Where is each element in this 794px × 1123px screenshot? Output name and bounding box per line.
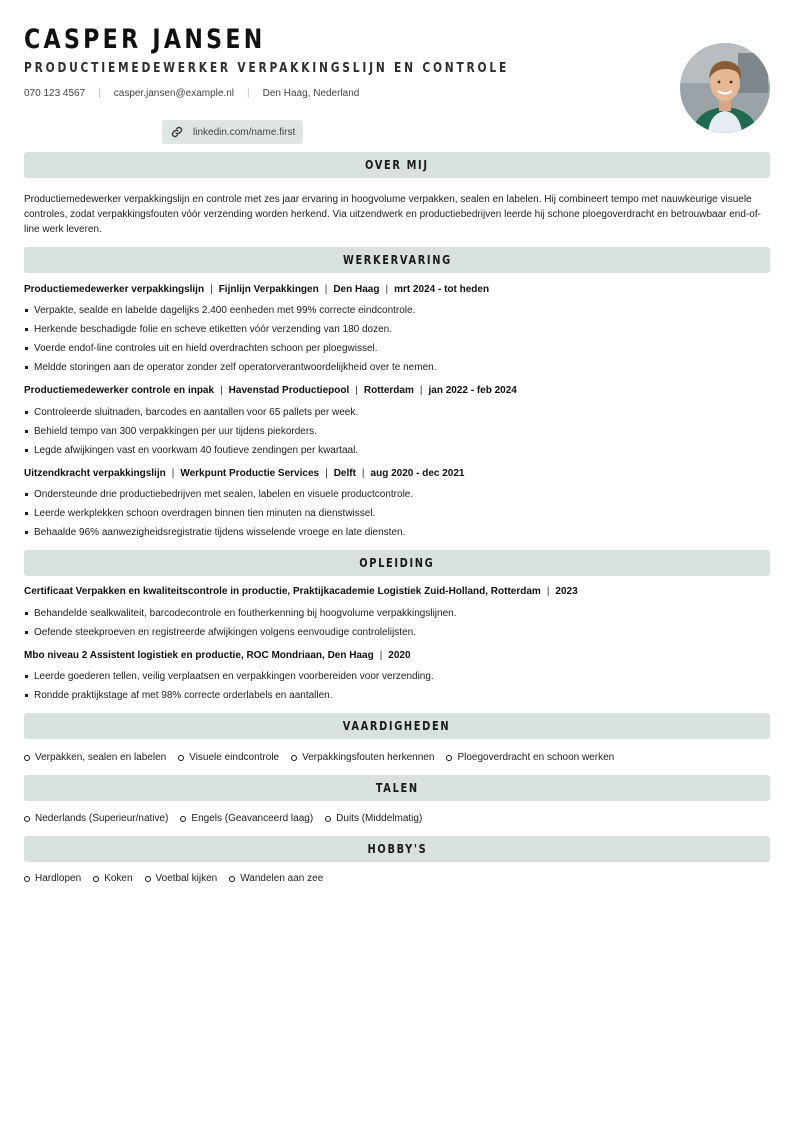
list-item: Behaalde 96% aanwezigheidsregistratie tijdens wisselende vroege en late diensten.: [24, 527, 405, 538]
candidate-name: CASPER JANSEN: [24, 24, 266, 55]
section-header-experience: WERKERVARING: [24, 247, 770, 273]
job-heading: Uitzendkracht verpakkingslijn | Werkpunt Productie Services | Delft | aug 2020 - dec 2021: [24, 468, 465, 479]
list-item: Controleerde sluitnaden, barcodes en aantallen voor 65 pallets per week.: [24, 407, 358, 418]
list-item: Verpakte, sealde en labelde dagelijks 2.400 eenheden met 99% correcte eindcontrole.: [24, 305, 415, 316]
job-heading: Productiemedewerker controle en inpak | Havenstad Productiepool | Rotterdam | jan 2022 - feb 2024: [24, 385, 517, 396]
contact-divider: |: [98, 88, 101, 99]
job-title: PRODUCTIEMEDEWERKER VERPAKKINGSLIJN EN CONTROLE: [24, 61, 510, 76]
link-icon: [171, 126, 183, 138]
skill-item: Verpakken, sealen en labelen: [24, 752, 166, 763]
location-text: Den Haag, Nederland: [262, 88, 360, 99]
list-item: Leerde werkplekken schoon overdragen binnen tien minuten na dienstwissel.: [24, 508, 375, 519]
hobby-item: Hardlopen: [24, 873, 81, 884]
skill-item: Verpakkingsfouten herkennen: [291, 752, 434, 763]
skill-item: Visuele eindcontrole: [178, 752, 279, 763]
linkedin-link[interactable]: [162, 120, 303, 144]
hobby-item: Koken: [93, 873, 132, 884]
language-item: Duits (Middelmatig): [325, 813, 422, 824]
skill-item: Ploegoverdracht en schoon werken: [446, 752, 614, 763]
hobby-item: Wandelen aan zee: [229, 873, 323, 884]
section-header-languages: TALEN: [24, 775, 770, 801]
language-item: Engels (Geavanceerd laag): [180, 813, 313, 824]
hobby-item: Voetbal kijken: [145, 873, 218, 884]
profile-photo: [680, 43, 770, 133]
list-item: Meldde storingen aan de operator zonder zelf operatorverantwoordelijkheid over te nemen.: [24, 362, 436, 373]
list-item: Behandelde sealkwaliteit, barcodecontrole en foutherkenning bij hoogvolume verpakkingslijnen.: [24, 608, 457, 619]
list-item: Oefende steekproeven en registreerde afwijkingen volgens eenvoudige controlelijsten.: [24, 627, 416, 638]
list-item: Legde afwijkingen vast en voorkwam 40 foutieve zendingen per kwartaal.: [24, 445, 358, 456]
section-header-about: OVER MIJ: [24, 152, 770, 178]
section-header-hobbies: HOBBY'S: [24, 836, 770, 862]
list-item: Herkende beschadigde folie en scheve etiketten vóór verzending van 180 dozen.: [24, 324, 392, 335]
section-header-education: OPLEIDING: [24, 550, 770, 576]
list-item: Voerde endof-line controles uit en hield overdrachten schoon per ploegwissel.: [24, 343, 378, 354]
contact-row: [24, 88, 359, 99]
education-heading: Certificaat Verpakken en kwaliteitscontrole in productie, Praktijkacademie Logistiek Zuid-Holland, Rotterdam | 2023: [24, 586, 578, 597]
language-item: Nederlands (Superieur/native): [24, 813, 168, 824]
job-heading: Productiemedewerker verpakkingslijn | Fijnlijn Verpakkingen | Den Haag | mrt 2024 - tot heden: [24, 284, 490, 295]
summary-text: Productiemedewerker verpakkingslijn en controle met zes jaar ervaring in hoogvolume verpakken, sealen en labelen. Hij combineert tempo met nauwkeurige visuele controles, zodat verpakkingsfouten vóór verzending worden herkend. Via uitzendwerk en productiebedrijven leerde hij schone ploegoverdracht en betrouwbaar end-of-line werk leveren.: [24, 194, 761, 235]
section-header-skills: VAARDIGHEDEN: [24, 713, 770, 739]
skills-list: [24, 752, 626, 763]
list-item: Behield tempo van 300 verpakkingen per uur tijdens piekorders.: [24, 426, 317, 437]
contact-divider: |: [247, 88, 250, 99]
hobbies-list: [24, 873, 335, 884]
email-link[interactable]: casper.jansen@example.nl: [113, 88, 235, 99]
languages-list: [24, 813, 434, 824]
list-item: Leerde goederen tellen, veilig verplaatsen en verpakkingen voorbereiden voor verzending.: [24, 671, 434, 682]
education-heading: Mbo niveau 2 Assistent logistiek en productie, ROC Mondriaan, Den Haag | 2020: [24, 650, 411, 661]
linkedin-text: linkedin.com/name.first: [193, 126, 296, 138]
list-item: Rondde praktijkstage af met 98% correcte orderlabels en aantallen.: [24, 690, 333, 701]
phone-text: 070 123 4567: [24, 88, 86, 99]
list-item: Ondersteunde drie productiebedrijven met sealen, labelen en visuele productcontrole.: [24, 489, 413, 500]
